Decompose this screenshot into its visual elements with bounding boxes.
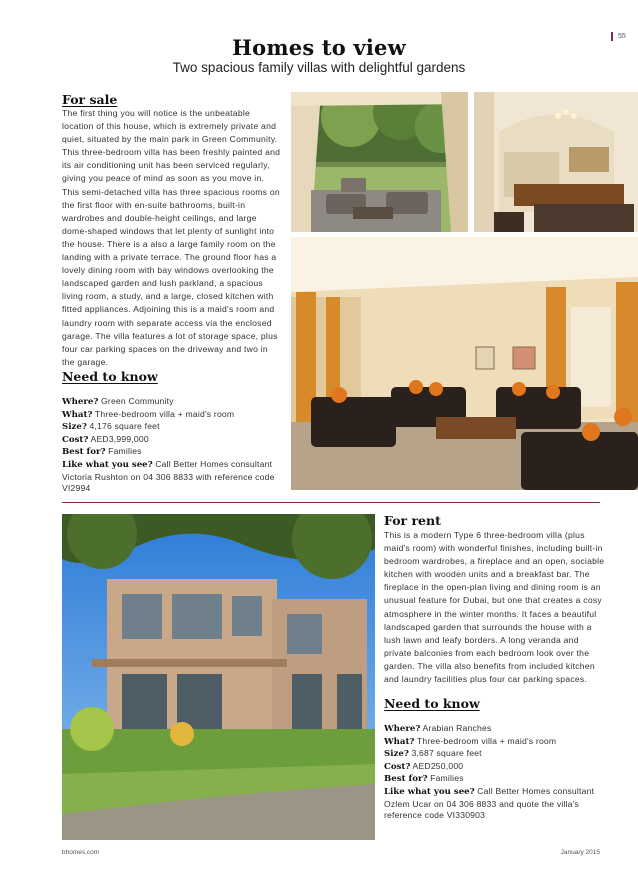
fact-where: Where? Arabian Ranches — [384, 723, 492, 734]
fact-contact: Like what you see? Call Better Homes consultant Victoria Rushton on 04 306 8833 with reference code VI2994 — [62, 458, 275, 494]
fact-where: Where? Green Community — [62, 396, 174, 407]
living-room-photo — [291, 237, 638, 490]
garden-terrace-photo — [291, 92, 468, 232]
for-sale-facts — [62, 396, 284, 495]
for-rent-description: This is a modern Type 6 three-bedroom villa (plus maid's room) with wonderful finishes, including built-in bedroom wardrobes, a fireplace and an open, sociable kitchen with wooden units and a breakfast bar. The fireplace in the open-plan living and dining room is an unusual feature for Dubai, but one that creates a cosy atmosphere in the winter months. It faces a beautiful landscaped garden that surrounds the house with a lush lawn and leafy borders. A long veranda and private balconies from each bedroom look over the garden. The villa also benefits from included kitchen and laundry facilities plus four car parking spaces. — [384, 530, 605, 685]
footer-date: January 2015 — [560, 849, 600, 856]
for-rent-facts — [384, 723, 606, 822]
section-divider — [62, 502, 600, 503]
fact-contact: Like what you see? Call Better Homes consultant Ozlem Ucar on 04 306 8833 and quote the villa's reference code VI330903 — [384, 785, 595, 821]
fact-what: What? Three-bedroom villa + maid's room — [62, 408, 235, 420]
dining-room-photo — [474, 92, 638, 232]
fact-size: Size? 3,687 square feet — [384, 748, 482, 760]
page-title: Homes to view — [232, 35, 406, 60]
fact-what: What? Three-bedroom villa + maid's room — [384, 735, 557, 747]
villa-exterior-photo — [62, 514, 375, 840]
page-subtitle: Two spacious family villas with delightful gardens — [172, 60, 466, 75]
for-rent-need-to-know-heading: Need to know — [384, 696, 480, 711]
fact-size: Size? 4,176 square feet — [62, 421, 160, 433]
fact-best-for: Best for? Families — [384, 773, 464, 785]
fact-cost: Cost? AED3,999,000 — [62, 433, 149, 445]
fact-best-for: Best for? Families — [62, 446, 142, 458]
for-rent-heading: For rent — [384, 513, 441, 528]
for-sale-need-to-know-heading: Need to know — [62, 369, 158, 384]
fact-cost: Cost? AED250,000 — [384, 760, 464, 772]
page-number: 55 — [611, 32, 626, 41]
for-sale-heading: For sale — [62, 92, 118, 107]
footer-website: bhomes.com — [62, 849, 100, 856]
for-sale-description: The first thing you will notice is the unbeatable location of this house, which is extremely private and quiet, situated by the main park in Green Community. This three-bedroom villa has been freshly painted and its air conditioning unit has been serviced regularly, giving you peace of mind as soon as you move in. This semi-detached villa has three spacious rooms on the first floor with en-suite bathrooms, built-in wardrobes and double-height ceilings, and large dome-shaped windows that let plenty of sunlight into the house. There is a also a large family room on the landing with a private terrace. The ground floor has a lovely dining room with bay windows overlooking the landscaped garden and lush parkland, a spacious living room, a study, and a large, closed kitchen with fitted appliances. Adjoining this is a maid's room and laundry room with separate access via the enclosed garage. The villa features a lot of storage space, plus four car parking spaces on the driveway and two in the garage. — [62, 108, 281, 367]
